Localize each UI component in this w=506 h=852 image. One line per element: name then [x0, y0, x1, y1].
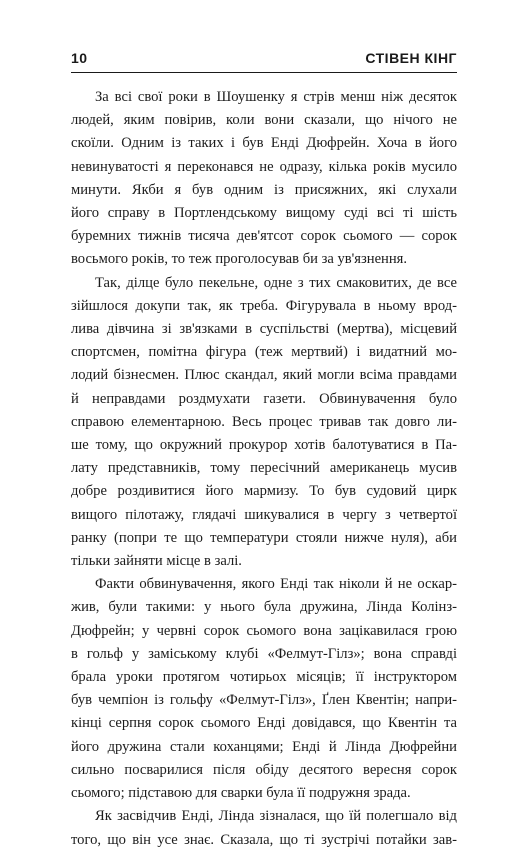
paragraph — [71, 805, 457, 851]
text-line: лодий бізнесмен. Плюс скандал, який могли всіма правдами — [71, 367, 457, 384]
text-line: того, що він усе знає. Сказала, що ті зустрічі потайки зав- — [71, 831, 457, 848]
text-line: його справу в Портлендському вищому суді всі ті шість — [71, 205, 457, 222]
text-line: спортсмен, помітна фігура (теж мертвий) і видатний мо- — [71, 344, 457, 361]
page-header — [71, 50, 457, 72]
text-line: За всі свої роки в Шоушенку я стрів менш ніж десяток — [95, 89, 457, 105]
text-line: людей, яким повірив, коли вони сказали, що нічого не — [71, 112, 457, 129]
paragraph — [71, 573, 457, 805]
page-number: 10 — [71, 50, 88, 66]
text-line: лива дівчина зі зв'язками в суспільстві (мертва), місцевий — [71, 321, 457, 338]
text-line: Як засвідчив Енді, Лінда зізналася, що їй полегшало від — [95, 808, 457, 825]
paragraph — [71, 272, 457, 574]
text-line: невинуватості я переконався не одразу, кілька років мусило — [71, 158, 457, 175]
text-line: жив, були такими: у нього була дружина, Лінда Колінз- — [71, 599, 457, 616]
header-rule — [71, 72, 457, 73]
text-line: минути. Якби я був одним із присяжних, які слухали — [71, 181, 457, 198]
text-line: зійшлося докупи так, як треба. Фігурувала в ньому врод- — [71, 297, 457, 314]
text-line: в гольф у заміському клубі «Фелмут-Гілз»; вона справді — [71, 645, 457, 662]
text-line: тільки зайняти місце в залі. — [71, 553, 242, 570]
text-line: ранку (попри те що температури стояли нижче нуля), аби — [71, 529, 457, 546]
text-line: був чемпіон із гольфу «Фелмут-Гілз», Ґлен Квентін; напри- — [71, 692, 457, 709]
text-line: буремних тижнів тисяча дев'ятсот сорок сьомого — сорок — [71, 228, 457, 245]
text-line: сильно посварилися після обіду десятого вересня сорок — [71, 761, 457, 778]
text-line: Так, ділце було пекельне, одне з тих смаковитих, де все — [95, 274, 457, 291]
text-line: Факти обвинувачення, якого Енді так ніколи й не оскар- — [95, 576, 457, 593]
text-line: його дружина стали коханцями; Енді й Лінда Дюфрейни — [71, 738, 457, 755]
text-line: й неправдами роздмухати газети. Обвинувачення було — [71, 390, 457, 407]
text-line: справою елементарною. Весь процес тривав так довго ли- — [71, 413, 457, 430]
text-line: сьомого; підставою для сварки була її подружня зрада. — [71, 785, 411, 802]
text-line: вищого пілотажу, глядачі шикувалися в чергу з четвертої — [71, 506, 457, 523]
text-line: лату представників, тому пересічний американець мусив — [71, 460, 457, 477]
body-text — [71, 86, 457, 852]
text-line: восьмого років, то теж проголосував би за ув'язнення. — [71, 251, 408, 268]
text-line: Дюфрейн; у червні сорок сьомого вона зацікавилася грою — [71, 622, 457, 639]
text-line: скоїли. Одним із таких і був Енді Дюфрейн. Хоча в його — [71, 135, 457, 152]
text-line: кінці серпня сорок сьомого Енді довідався, що Квентін та — [71, 715, 457, 732]
text-line: добре роздивитися його мармизу. То був судовий цирк — [71, 483, 457, 500]
text-line: ше тому, що окружний прокурор хотів балотуватися в Па- — [71, 437, 457, 454]
text-line: брала уроки протягом чотирьох місяців; її інструктором — [71, 669, 457, 686]
paragraph — [71, 86, 457, 272]
running-head: СТІВЕН КІНГ — [365, 50, 457, 66]
